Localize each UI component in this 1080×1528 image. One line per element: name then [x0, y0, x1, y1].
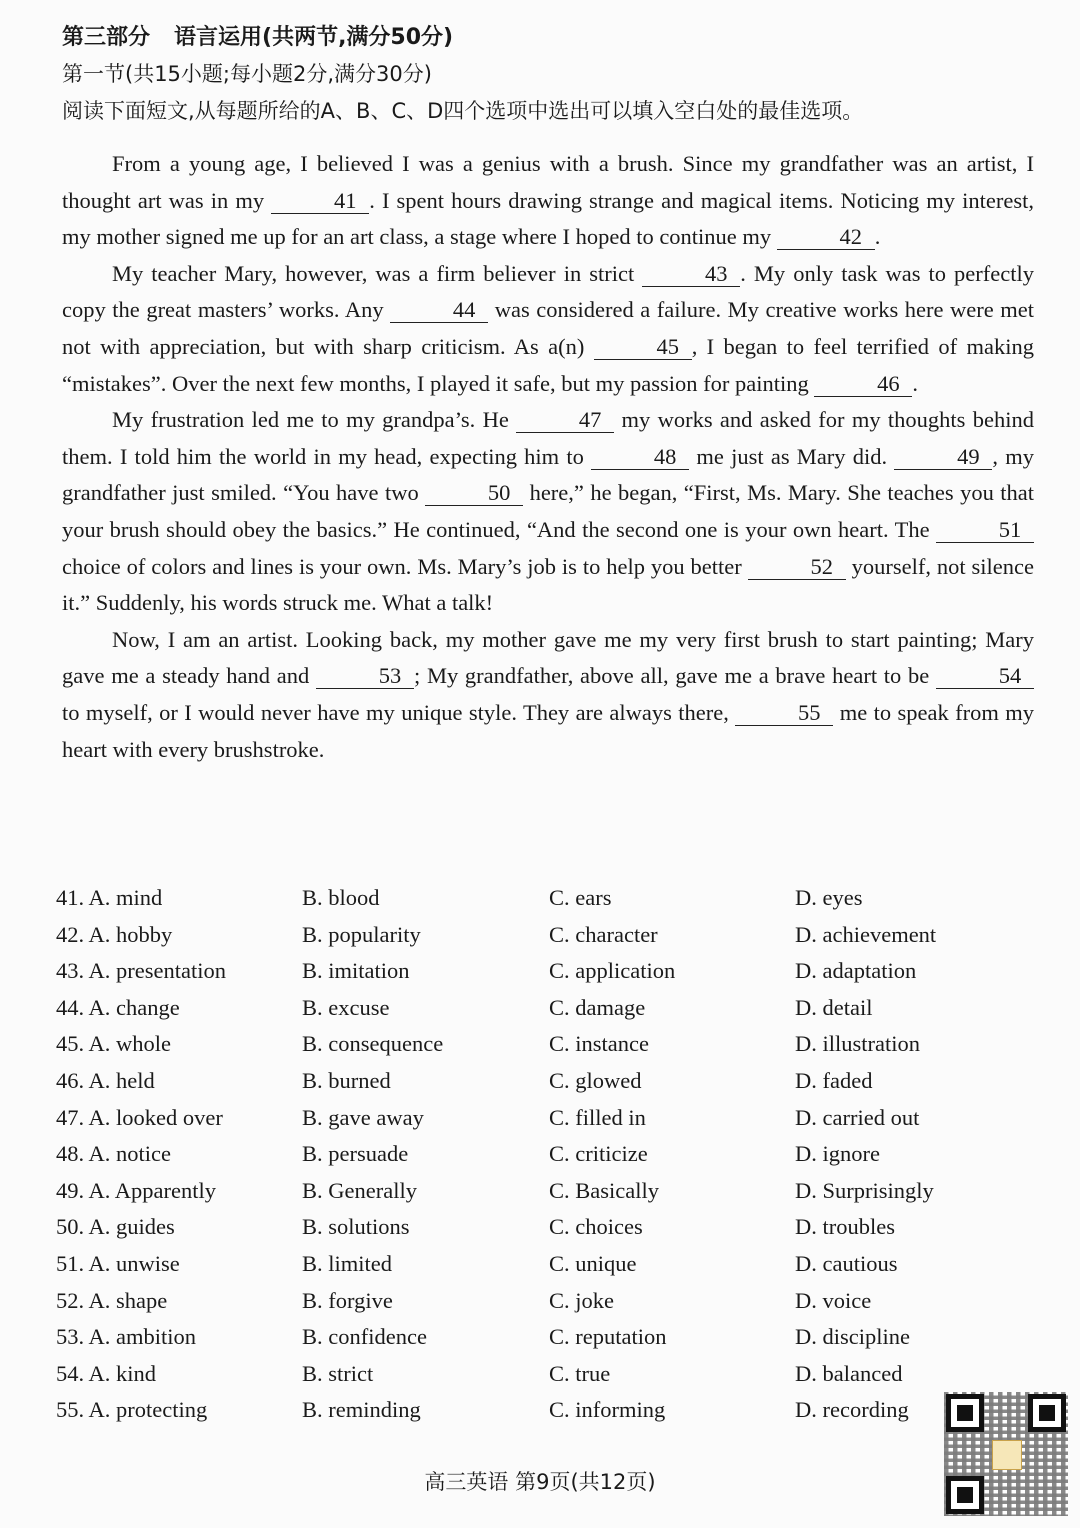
blank-44: 44: [390, 298, 488, 323]
option-c: C. choices: [549, 1214, 643, 1240]
option-d: D. discipline: [795, 1324, 910, 1350]
option-c: C. ears: [549, 885, 612, 910]
option-a: 45. A. whole: [56, 1031, 171, 1057]
option-a: 54. A. kind: [56, 1360, 157, 1386]
option-a: 43. A. presentation: [56, 958, 226, 984]
option-d: D. illustration: [795, 1031, 920, 1057]
option-c: C. criticize: [549, 1141, 648, 1167]
answer-options: [56, 880, 956, 1429]
option-a: 52. A. shape: [56, 1287, 168, 1313]
passage-text: yourself, not silence it.” Suddenly, his words struck me. What a talk!: [62, 553, 1034, 616]
option-row-44: [56, 990, 956, 1027]
option-b: B. forgive: [302, 1287, 393, 1313]
option-c: C. true: [549, 1360, 611, 1386]
blank-55: 55: [735, 701, 833, 726]
option-row-42: [56, 917, 956, 954]
option-c: C. unique: [549, 1250, 637, 1276]
option-d: D. troubles: [795, 1214, 895, 1240]
option-row-46: [56, 1063, 956, 1100]
option-b: B. excuse: [302, 994, 390, 1020]
option-d: D. carried out: [795, 1104, 920, 1130]
option-c: C. glowed: [549, 1067, 642, 1093]
qr-code-icon: [944, 1392, 1068, 1516]
option-c: C. damage: [549, 994, 646, 1020]
blank-41: 41: [271, 189, 369, 214]
passage-text: me to speak from my heart with every brushstroke.: [62, 699, 1034, 762]
passage-text: . I spent hours drawing strange and magical items. Noticing my interest, my mother signed me up for an art class, a stage where I hoped to continue my: [62, 187, 1034, 250]
option-a: 47. A. looked over: [56, 1104, 223, 1130]
passage-text: From a young age, I believed I was a genius with a brush. Since my grandfather was an artist, I thought art was in my: [62, 151, 1034, 213]
paragraph-2: [62, 256, 1034, 402]
passage-text: ; My grandfather, above all, gave me a brave heart to be: [413, 663, 936, 689]
option-b: B. popularity: [302, 921, 421, 947]
qr-finder: [946, 1476, 984, 1514]
option-row-49: [56, 1173, 956, 1210]
option-row-41: [56, 880, 956, 917]
passage-text: to myself, or I would never have my unique style. They are always there,: [62, 699, 736, 725]
passage-text: .: [874, 224, 881, 250]
option-a: 49. A. Apparently: [56, 1177, 216, 1203]
option-d: D. Surprisingly: [795, 1177, 934, 1203]
option-d: D. eyes: [795, 885, 863, 910]
blank-51: 51: [936, 518, 1034, 543]
option-b: B. strict: [302, 1360, 374, 1386]
blank-49: 49: [894, 445, 992, 470]
option-row-52: [56, 1283, 956, 1320]
option-b: B. persuade: [302, 1141, 409, 1167]
blank-47: 47: [516, 408, 614, 433]
option-row-51: [56, 1246, 956, 1283]
qr-finder: [946, 1394, 984, 1432]
blank-52: 52: [748, 555, 846, 580]
passage-text: , I began to feel terrified of making “mistakes”. Over the next few months, I played it safe, but my passion for painting: [62, 333, 1034, 396]
option-b: B. confidence: [302, 1324, 427, 1350]
option-b: B. blood: [302, 885, 380, 910]
option-row-43: [56, 953, 956, 990]
passage-text: . My only task was to perfectly copy the great masters’ works. Any: [62, 260, 1034, 323]
option-a: 46. A. held: [56, 1067, 155, 1093]
instruction-text: 阅读下面短文,从每题所给的A、B、C、D四个选项中选出可以填入空白处的最佳选项。: [62, 99, 864, 123]
blank-50: 50: [425, 481, 523, 506]
passage-text: .: [912, 370, 918, 396]
option-row-45: [56, 1026, 956, 1063]
part-title: 语言运用(共两节,满分50分): [174, 25, 454, 50]
passage-text: choice of colors and lines is your own. Ms. Mary’s job is to help you better: [62, 553, 748, 579]
option-c: C. filled in: [549, 1104, 646, 1130]
option-a: 42. A. hobby: [56, 921, 173, 947]
passage-text: My frustration led me to my grandpa’s. He: [112, 407, 517, 433]
section-heading: 第一节(共15小题;每小题2分,满分30分): [62, 62, 432, 86]
passage-text: was considered a failure. My creative works here were met not with appreciation, but with sharp criticism. As a(n): [62, 297, 1035, 359]
option-c: C. joke: [549, 1287, 614, 1313]
option-c: C. character: [549, 921, 658, 947]
option-row-53: [56, 1319, 956, 1356]
option-row-54: [56, 1356, 956, 1393]
blank-42: 42: [777, 225, 875, 250]
option-d: D. recording: [795, 1397, 909, 1423]
option-d: D. balanced: [795, 1360, 903, 1386]
option-c: C. Basically: [549, 1177, 659, 1203]
option-a: 51. A. unwise: [56, 1250, 180, 1276]
blank-45: 45: [594, 335, 692, 360]
option-c: C. reputation: [549, 1324, 667, 1350]
option-b: B. consequence: [302, 1031, 444, 1057]
option-d: D. cautious: [795, 1250, 898, 1276]
option-b: B. gave away: [302, 1104, 424, 1130]
option-a: 44. A. change: [56, 994, 180, 1020]
cloze-passage: [62, 146, 1034, 768]
option-b: B. Generally: [302, 1177, 417, 1203]
part-label: 第三部分: [62, 25, 151, 50]
option-a: 48. A. notice: [56, 1141, 171, 1167]
paragraph-1: [62, 146, 1034, 256]
passage-text: here,” he began, “First, Ms. Mary. She teaches you that your brush should obey the basics.” He continued, “And the second one is your own heart. The: [62, 480, 1034, 542]
passage-text: me just as Mary did.: [689, 443, 895, 469]
option-a: 53. A. ambition: [56, 1324, 196, 1350]
option-d: D. faded: [795, 1067, 873, 1093]
blank-43: 43: [642, 262, 740, 287]
option-c: C. instance: [549, 1031, 649, 1057]
option-b: B. imitation: [302, 958, 410, 984]
page-footer: 高三英语 第9页(共12页): [424, 1470, 656, 1494]
blank-54: 54: [936, 664, 1034, 689]
passage-text: , my grandfather just smiled. “You have two: [62, 443, 1034, 506]
qr-logo: [992, 1440, 1022, 1470]
passage-text: my works and asked for my thoughts behind them. I told him the world in my head, expecting him to: [62, 407, 1034, 469]
part-heading: [62, 20, 453, 51]
option-d: D. ignore: [795, 1141, 880, 1167]
passage-text: Now, I am an artist. Looking back, my mother gave me my very first brush to start painting; Mary gave me a steady hand and: [62, 626, 1034, 689]
option-c: C. informing: [549, 1397, 666, 1423]
option-d: D. achievement: [795, 921, 937, 947]
option-row-48: [56, 1136, 956, 1173]
option-d: D. adaptation: [795, 958, 917, 984]
option-row-55: [56, 1392, 956, 1429]
option-a: 55. A. protecting: [56, 1397, 208, 1423]
option-row-50: [56, 1209, 956, 1246]
passage-text: My teacher Mary, however, was a firm believer in strict: [112, 260, 643, 286]
option-a: 50. A. guides: [56, 1214, 175, 1240]
blank-53: 53: [316, 664, 414, 689]
blank-48: 48: [591, 445, 689, 470]
option-b: B. burned: [302, 1067, 391, 1093]
option-b: B. solutions: [302, 1214, 410, 1240]
paragraph-4: [62, 622, 1034, 768]
option-d: D. voice: [795, 1287, 872, 1313]
paragraph-3: [62, 402, 1034, 622]
blank-46: 46: [814, 372, 912, 397]
option-a: 41. A. mind: [56, 885, 163, 910]
qr-finder: [1028, 1394, 1066, 1432]
option-b: B. limited: [302, 1250, 392, 1276]
option-c: C. application: [549, 958, 676, 984]
option-d: D. detail: [795, 994, 873, 1020]
option-row-47: [56, 1100, 956, 1137]
option-b: B. reminding: [302, 1397, 421, 1423]
